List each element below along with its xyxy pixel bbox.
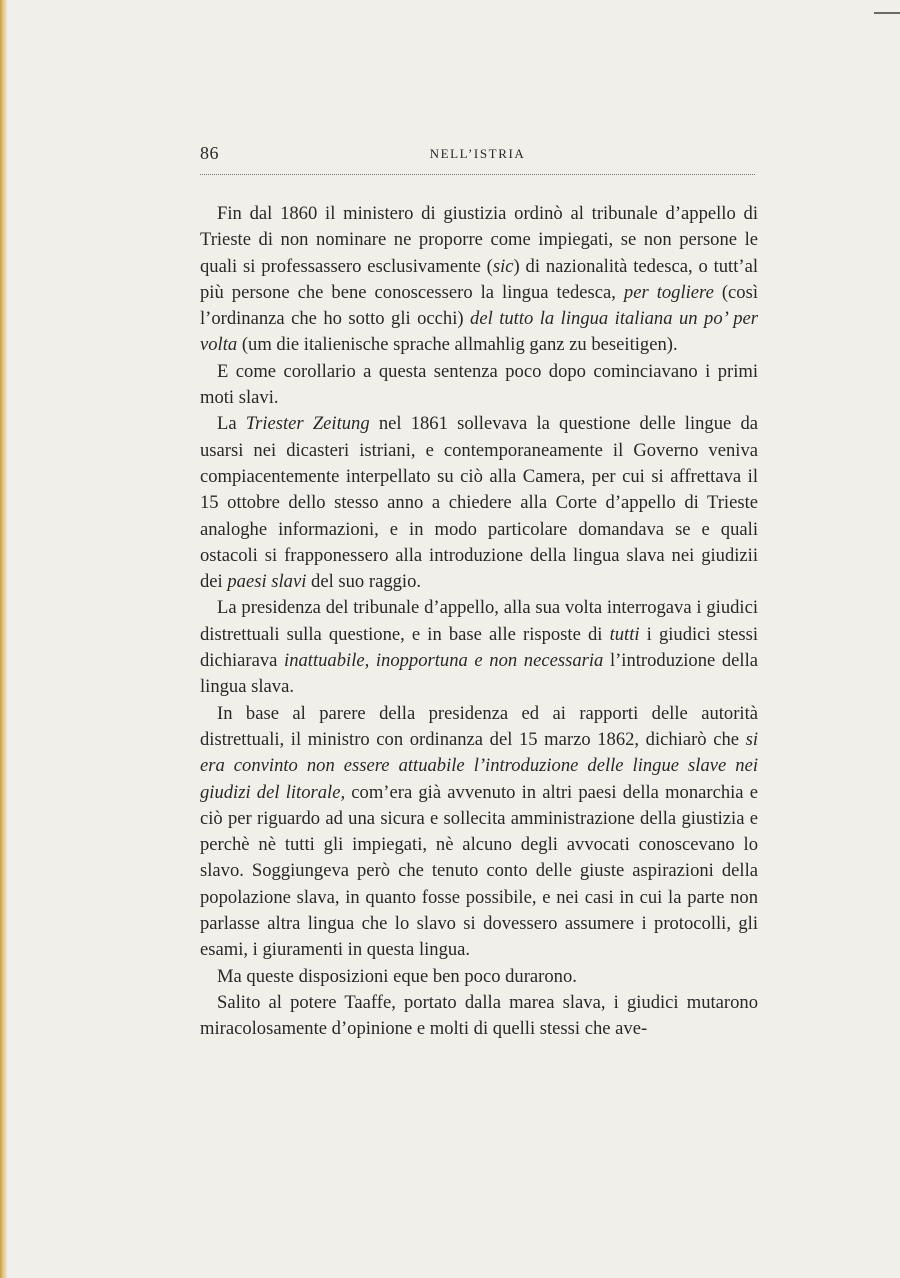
italic-run: paesi slavi: [227, 571, 307, 593]
text-run: Ma queste disposizioni eque ben poco durarono.: [217, 965, 577, 987]
paragraph: [200, 595, 758, 700]
text-run: La presidenza del tribunale d’appello, alla sua volta interrogava i giudici distrettuali sulla questione, e in base alle risposte di: [200, 597, 758, 645]
paragraph: [200, 964, 758, 990]
italic-run: sic: [492, 255, 514, 277]
text-run: (così l’ordinanza che ho sotto gli occhi): [200, 281, 758, 330]
text-run: Fin dal 1860 il ministero di giustizia ordinò al tribunale d’appello di Trieste di non nominare ne proporre come impiegati, se non persone le quali si professassero esclusivamente (: [200, 203, 758, 277]
italic-run: del tutto la lingua italiana un po’ per volta: [200, 308, 758, 356]
text-run: La: [217, 413, 246, 435]
page-header: [200, 143, 755, 165]
text-run: ) di nazionalità tedesca, o tutt’al più persone che bene conoscessero la lingua tedesca,: [200, 255, 758, 303]
body-text: [200, 201, 758, 1043]
page-number: 86: [200, 143, 219, 163]
paragraph: [200, 411, 758, 595]
italic-run: tutti: [609, 623, 640, 645]
text-run: (um die italienische sprache allmahlig ganz zu beseitigen).: [237, 334, 678, 356]
header-rule: [200, 174, 755, 175]
text-run: del suo raggio.: [306, 571, 422, 593]
text-run: i giudici stessi dichiarava: [200, 623, 758, 672]
running-head: NELL’ISTRIA: [429, 146, 526, 161]
paragraph: [200, 990, 758, 1043]
text-run: Salito al potere Taaffe, portato dalla marea slava, i giudici mutarono miracolosamente d’opinione e molti di quelli stessi che ave-: [200, 991, 758, 1040]
text-run: l’introduzione della lingua slava.: [200, 650, 759, 698]
text-run: nel 1861 sollevava la questione delle lingue da usarsi nei dicasteri istriani, e contemporaneamente il Governo veniva compiacentemente interpellato su ciò alla Camera, per cui si affrettava il 15 ottobre dello stesso anno a chiedere alla Corte d’appello di Trieste analoghe informazioni, e in modo particolare domandava se e quali ostacoli si frapponessero alla introduzione della lingua slava nei giudizii dei: [200, 413, 759, 593]
paragraph: [200, 701, 758, 964]
italic-run: si era convinto non essere attuabile l’introduzione delle lingue slave nei giudizi del litorale,: [200, 728, 758, 803]
page-edge: [0, 0, 7, 1278]
italic-run: inattuabile, inopportuna e non necessaria: [284, 650, 604, 672]
page-corner-mark: [874, 12, 900, 14]
paragraph: [200, 359, 758, 412]
text-run: com’era già avvenuto in altri paesi della monarchia e ciò per riguardo ad una sicura e sollecita amministrazione della giustizia e perchè nè tutti gli impiegati, nè alcuno degli avvocati conoscevano lo slavo. Soggiungeva però che tenuto conto delle giuste aspirazioni della popolazione slava, in quanto fosse possibile, e nei casi in cui la parte non parlasse altra lingua che lo slavo si dovessero assumere i protocolli, gli esami, i giuramenti in questa lingua.: [200, 781, 758, 961]
italic-run: Triester Zeitung: [245, 413, 370, 435]
italic-run: per togliere: [623, 281, 714, 303]
paragraph: [200, 201, 758, 359]
text-run: In base al parere della presidenza ed ai rapporti delle autorità distrettuali, il ministro con ordinanza del 15 marzo 1862, dichiarò che: [200, 702, 758, 750]
text-run: E come corollario a questa sentenza poco dopo cominciavano i primi moti slavi.: [200, 360, 758, 409]
